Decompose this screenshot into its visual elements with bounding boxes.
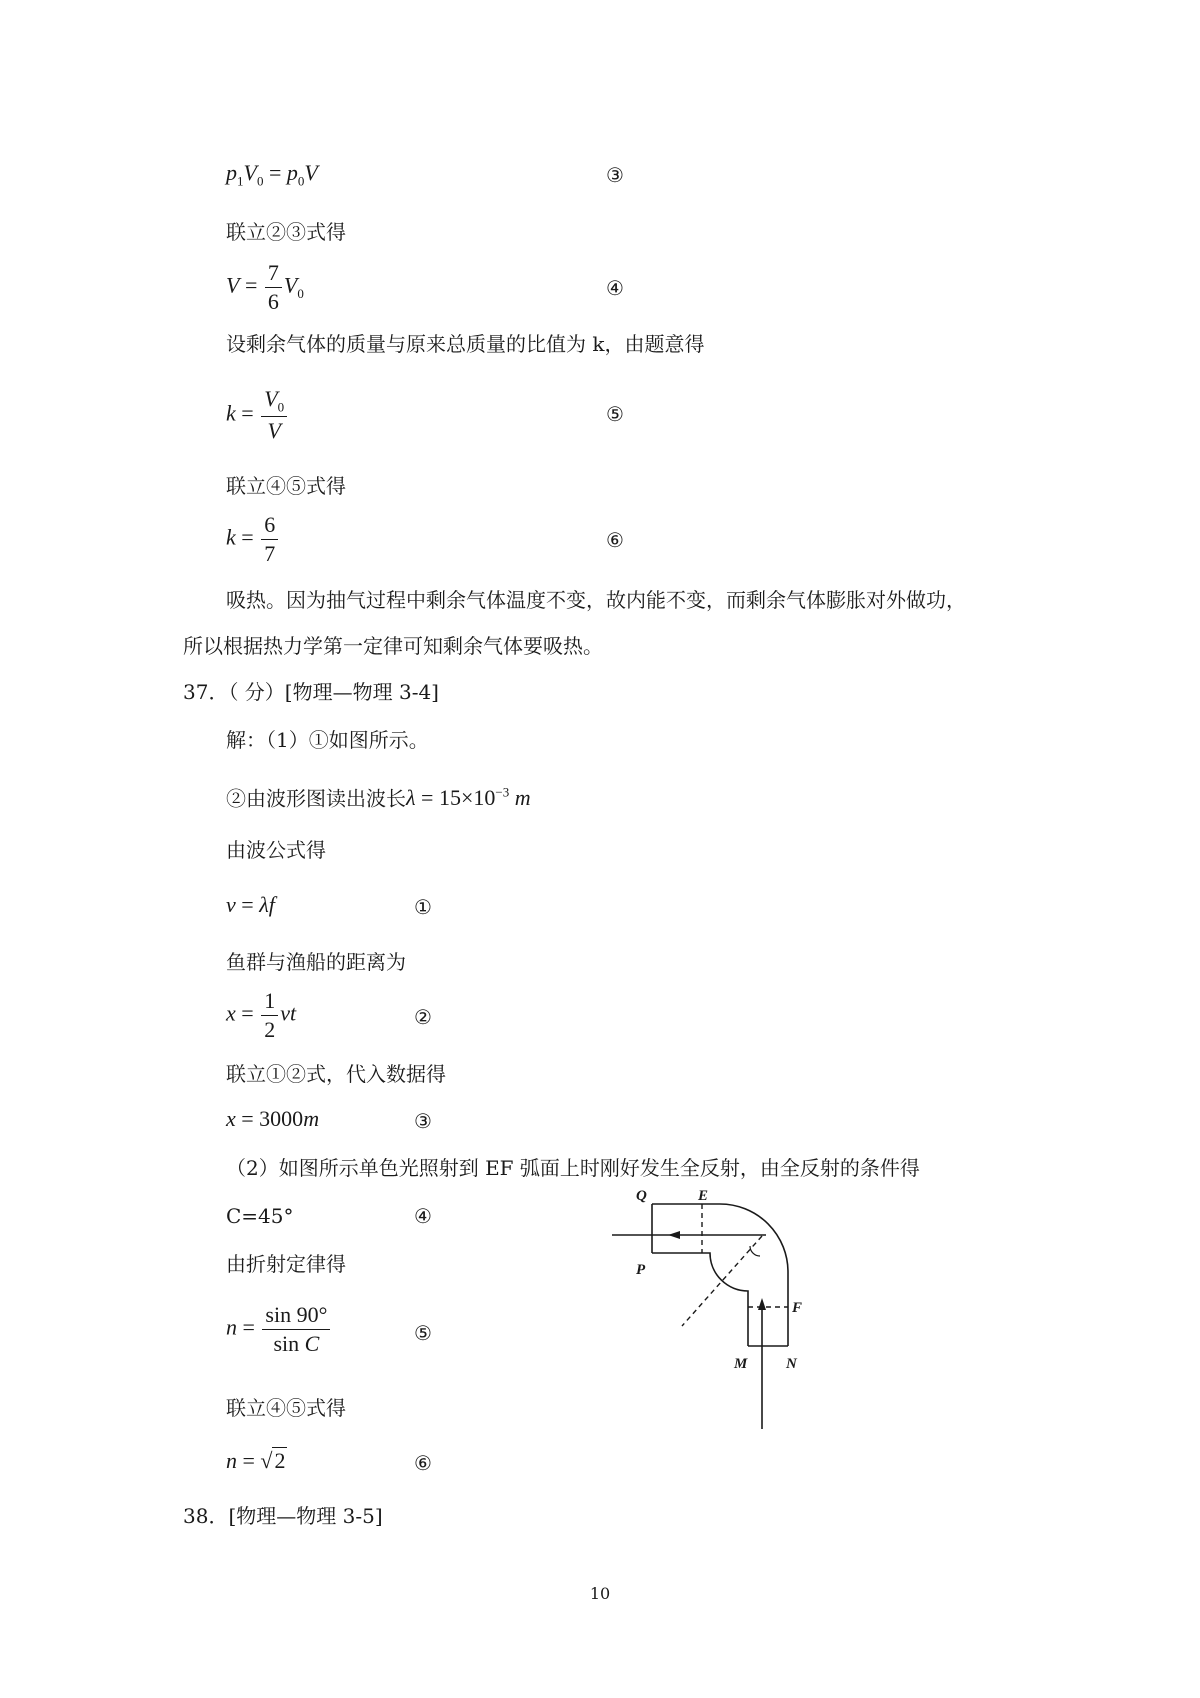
equation-marker-2: ② xyxy=(414,1005,432,1029)
label-n: N xyxy=(786,1356,797,1372)
text-line: 设剩余气体的质量与原来总质量的比值为 k，由题意得 xyxy=(226,332,705,356)
equation-x-3000m: x = 3000m xyxy=(226,1106,320,1131)
text-line: 联立④⑤式得 xyxy=(226,474,346,498)
equation-v-lambda-f: v = λf xyxy=(226,892,275,917)
equation-marker-5: ⑤ xyxy=(606,402,624,426)
label-p: P xyxy=(636,1262,646,1278)
label-f: F xyxy=(792,1300,803,1316)
label-q: Q xyxy=(636,1188,647,1204)
text-line: 所以根据热力学第一定律可知剩余气体要吸热。 xyxy=(183,634,603,658)
equation-marker-4: ④ xyxy=(606,276,624,300)
section-heading-38: 38．[物理—物理 3-5] xyxy=(183,1504,383,1528)
text-line: 联立②③式得 xyxy=(226,220,346,244)
equation-marker-4b: ④ xyxy=(414,1204,432,1228)
fiber-inner-edge xyxy=(652,1253,748,1346)
equation-v-7-6-v0: V = $\frac{7}{6}$ $V_0$ xyxy=(226,260,304,314)
text-line: 联立④⑤式得 xyxy=(226,1396,346,1420)
equation-marker-3b: ③ xyxy=(414,1109,432,1133)
equation-x-half-vt: x = $\frac{1}{2}$ vt xyxy=(226,988,297,1042)
ray-arrow-left xyxy=(668,1231,680,1239)
equation-marker-3: ③ xyxy=(606,163,624,187)
section-heading-37: 37．（ 分）[物理—物理 3-4] xyxy=(183,680,439,704)
label-m: M xyxy=(734,1356,748,1372)
page-number: 10 xyxy=(589,1584,611,1603)
equation-marker-1: ① xyxy=(414,895,432,919)
text-line: 由折射定律得 xyxy=(226,1252,346,1276)
equation-marker-6b: ⑥ xyxy=(414,1451,432,1475)
label-e: E xyxy=(698,1188,709,1204)
text-line: 鱼群与渔船的距离为 xyxy=(226,950,406,974)
text-line: 联立①②式，代入数据得 xyxy=(226,1062,446,1086)
text-line: 由波公式得 xyxy=(226,838,326,862)
equation-marker-6: ⑥ xyxy=(606,528,624,552)
critical-angle-text: C=45° xyxy=(226,1204,294,1228)
equation-n-sin-ratio: n = $\frac{\sin 90^\circ}{\text{sin C}}$ xyxy=(226,1304,332,1355)
equation-n-sqrt2: n = √2 xyxy=(226,1448,286,1473)
equation-k-6-7: k = $\frac{6}{7}$ xyxy=(226,514,280,565)
equation-k-v0-v: k = $\frac{V_0}{V}$ xyxy=(226,388,289,442)
equation-p1v0-p0v: $p_1V_0 = p_0V$ xyxy=(226,160,318,189)
wavelength-line: ②由波形图读出波长$\lambda = 15\times 10^{-3}$ m xyxy=(226,785,531,811)
equation-marker-5b: ⑤ xyxy=(414,1321,432,1345)
text-line: 解：（1）①如图所示。 xyxy=(226,728,429,752)
fiber-bend-diagram xyxy=(600,1186,840,1430)
text-line: 吸热。因为抽气过程中剩余气体温度不变，故内能不变，而剩余气体膨胀对外做功， xyxy=(226,588,966,612)
fiber-outer-edge xyxy=(652,1204,788,1346)
text-line: （2）如图所示单色光照射到 EF 弧面上时刚好发生全反射，由全反射的条件得 xyxy=(226,1156,920,1180)
ray-arrow-up xyxy=(758,1298,766,1310)
